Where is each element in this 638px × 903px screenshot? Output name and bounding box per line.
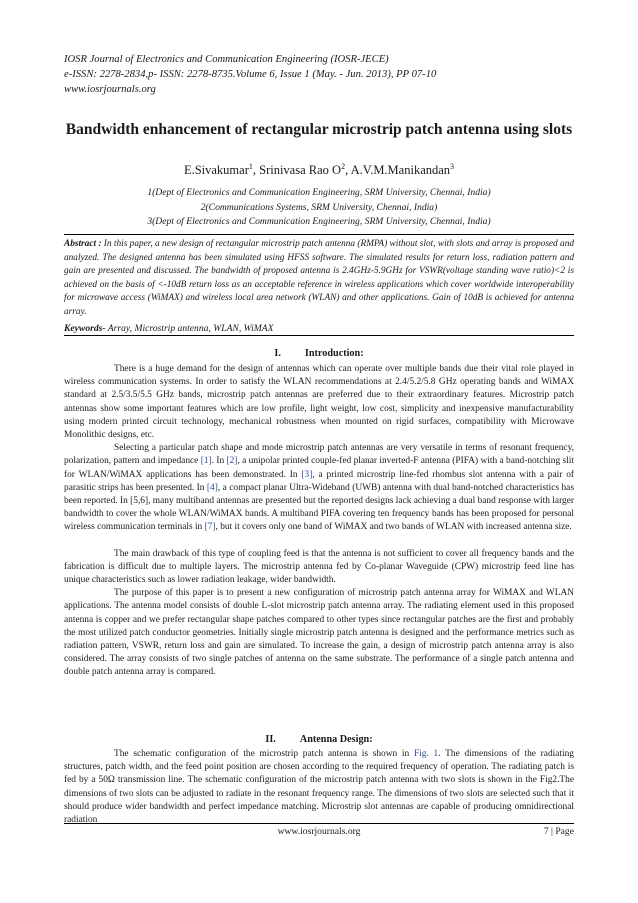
author-separator: , — [252, 163, 260, 178]
text-run: , but it covers only one band of WiMAX and two bands of WLAN with increased antenna size. — [215, 522, 572, 533]
text-run: Selecting a particular patch shape and mode microstrip patch antennas are very versatile in terms of resonant frequency, polarization, pattern and impedance — [64, 443, 574, 467]
abstract-text: In this paper, a new design of rectangular microstrip patch antenna (RMPA) without slot, with slots and array is proposed and analyzed. The designed antenna has been simulated using HFSS software. The simulated results for return loss, radiation pattern and gain are presented and discussed. The bandwidth of proposed antenna is 2.4GHz-5.9GHz for VSWR(voltage standing wave ratio)<2 is achieved on the basis of <-10dB return loss as an acceptable reference in wireless applications which cover worldwide interoperability for microwave access (WiMAX) and wireless local area network (WLAN) and other applications. Gain of 10dB is achieved for antenna array. — [64, 239, 574, 317]
author-3: A.V.M.Manikandan — [350, 163, 451, 178]
author-2: Srinivasa Rao O — [259, 163, 342, 178]
abstract — [64, 238, 574, 320]
author-2-affil: 2 — [341, 162, 346, 171]
paper-title: Bandwidth enhancement of rectangular microstrip patch antenna using slots — [65, 121, 573, 138]
footer-url[interactable]: www.iosrjournals.org — [277, 826, 361, 837]
author-separator: , — [345, 163, 351, 178]
author-1-affil: 1 — [248, 162, 253, 171]
section-heading — [64, 348, 574, 359]
affiliation-2: 2(Communications Systems, SRM University, Chennai, India) — [200, 201, 438, 213]
affiliation-3: 3(Dept of Electronics and Communication Engineering, SRM University, Chennai, India) — [147, 216, 491, 227]
section-heading — [64, 734, 574, 745]
citation-link[interactable]: [1] — [200, 456, 212, 467]
text-run: , a compact planar Ultra-Wideband (UWB) antenna with dual band-notched characteristics has been reported. In [5,6], many multiband antennas are presented but the reported designs lack achieving a dual band response with larger bandwidth to cover the whole WLAN/WiMAX bands. A multiband PIFA covering ten frequency bands has been proposed for personal wireless communication terminals in — [64, 482, 574, 533]
journal-name: IOSR Journal of Electronics and Communication Engineering (IOSR-JECE) — [64, 54, 389, 65]
figure-link[interactable]: Fig. 1 — [413, 749, 439, 759]
journal-url[interactable]: www.iosrjournals.org — [64, 84, 156, 95]
section-title: Introduction: — [304, 348, 364, 359]
journal-header — [64, 52, 574, 97]
section-title: Antenna Design: — [299, 734, 373, 745]
section-number: I. — [274, 348, 281, 359]
text-run: . In — [211, 456, 227, 467]
text-run: , a printed microstrip line-fed rhombus slot antenna with a pair of parasitic strips has been presented. In — [64, 469, 575, 493]
affiliations — [64, 186, 574, 230]
journal-issn: e-ISSN: 2278-2834,p- ISSN: 2278-8735.Volume 6, Issue 1 (May. - Jun. 2013), PP 07-10 — [64, 69, 437, 80]
paragraph: The main drawback of this type of coupling feed is that the antenna is not sufficient to cover all frequency bands and the fabrication is difficult due to multiple layers. The microstrip antenna fed by Co-planar Waveguide (CPW) microstrip feed line has unique characteristics such as lower radiation leakage, wider bandwidth. — [64, 548, 574, 586]
paragraph — [64, 442, 574, 534]
page-number: 7 | Page — [543, 826, 574, 837]
author-3-affil: 3 — [450, 162, 455, 171]
affiliation-1: 1(Dept of Electronics and Communication Engineering, SRM University, Chennai, India) — [147, 187, 491, 198]
footer-divider — [64, 823, 574, 824]
keywords — [64, 322, 574, 335]
keywords-label: Keywords- — [64, 323, 106, 334]
divider — [64, 335, 574, 336]
text-run: , a unipolar printed couple-fed planar inverted-F antenna (PIFA) with a band-notching slit for WLAN/WiMAX applications has been demonstrated. In — [64, 456, 574, 480]
keywords-text: Array, Microstrip antenna, WLAN, WiMAX — [105, 323, 274, 334]
author-1: E.Sivakumar — [183, 163, 249, 178]
paragraph: The purpose of this paper is to present a new configuration of microstrip patch antenna array for WiMAX and WLAN applications. The antenna model consists of double L-slot microstrip patch antenna array. The radiating element used in this proposed antenna is copper and we prefer rectangular shape patches compared to other types since rectangular patches are the first and probably the most utilized patch conductor geometries. Initially single microstrip patch antenna is designed and the performance metrics such as radiation pattern, VSWR, return loss and gain are simulated. To increase the gain, a design of microstrip patch antenna array is also considered. The array consists of two single patches of antenna on the same substrate. The performance of a single patch antenna and double patch antenna array is compared. — [64, 588, 574, 678]
author-list — [64, 162, 574, 178]
abstract-label: Abstract : — [64, 239, 102, 249]
introduction-body — [64, 363, 574, 680]
paragraph: There is a huge demand for the design of antennas which can operate over multiple bands due their vital role played in wireless communication systems. In order to satisfy the WLAN recommendations at 2.4/5.2/5.8 GHz operating bands and WiMAX standard at 2.5/3.5/5.5 GHz bands, microstrip patch antennas are preferred due to their extraordinary features. Microstrip patch antennas show some important features which are low profile, light weight, low cost, simplicity and inexpensive manufacturability using modern printed circuit technology, mechanical robustness when mounted on rigid surfaces, compatibility with Microwave Monolithic designs, etc. — [64, 364, 574, 441]
paragraph — [64, 748, 574, 827]
text-run: . The dimensions of the radiating structures, patch width, and the feed point position are chosen according to the required frequency of operation. The radiating patch is fed by a 50Ω transmission line. The schematic configuration of the microstrip patch antenna with two slots is shown in the Fig2.The dimensions of two slots can be adjusted to radiate in the resonant frequency range. The dimensions of two slots are selected such that it should produce wider bandwidth and perfect impedance matching. Microstrip slot antennas are capable of producing omnidirectional radiation — [64, 749, 574, 826]
citation-link[interactable]: [3] — [301, 469, 313, 480]
design-body — [64, 748, 574, 827]
citation-link[interactable]: [4] — [206, 482, 218, 493]
section-number: II. — [265, 734, 276, 745]
divider — [64, 234, 574, 235]
citation-link[interactable]: [2] — [226, 456, 238, 467]
citation-link[interactable]: [7] — [204, 522, 216, 533]
text-run: The schematic configuration of the microstrip patch antenna is shown in — [114, 749, 414, 759]
